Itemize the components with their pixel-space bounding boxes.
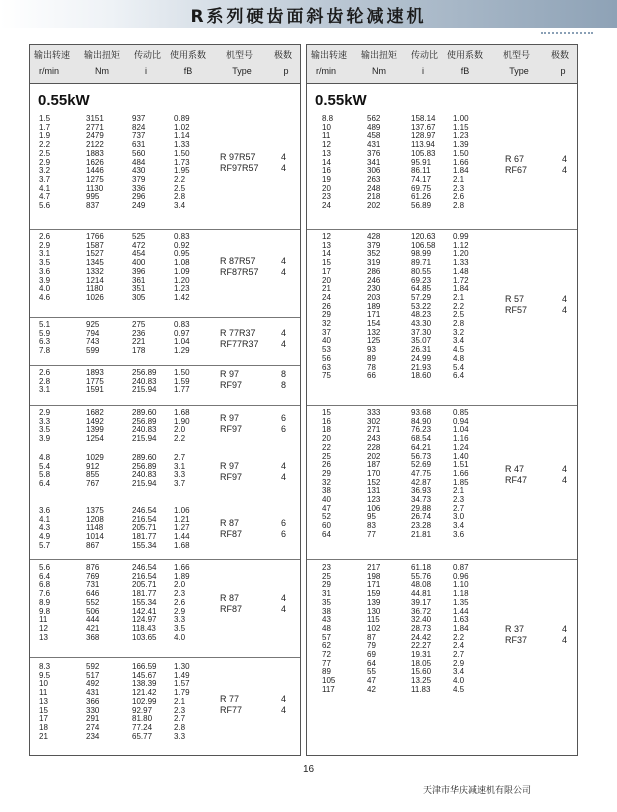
factor-values: 0.83 0.97 1.04 1.29 xyxy=(174,320,190,356)
pole-count: 6 6 xyxy=(280,518,286,539)
speed-values: 2.6 2.9 3.1 3.5 3.6 3.9 4.0 4.6 xyxy=(39,232,51,302)
pole-count: 4 4 xyxy=(280,152,286,173)
speed-values: 15 16 18 20 22 25 26 29 32 38 40 47 52 60 64 xyxy=(322,408,331,539)
model-type: R 87 RF87 xyxy=(220,593,243,614)
header-type: 机型号 xyxy=(503,50,531,60)
torque-values: 876 769 731 646 552 506 444 421 368 xyxy=(86,563,100,642)
ratio-values: 158.14 137.67 128.97 113.94 105.83 95.91 86.11 74.17 69.75 61.26 56.89 xyxy=(411,114,436,211)
header-ratio: 传动比 xyxy=(411,50,439,60)
torque-values: 925 794 743 599 xyxy=(86,320,100,356)
torque-values: 333 302 271 243 228 202 187 170 152 131 123 106 95 83 77 xyxy=(367,408,381,539)
factor-values: 0.99 1.12 1.20 1.33 1.48 1.72 1.84 2.1 2.2 2.5 2.8 3.2 3.4 4.5 4.8 5.4 6.4 xyxy=(453,232,469,381)
right-table xyxy=(306,44,578,756)
pole-count: 4 4 xyxy=(280,461,286,482)
pole-count: 6 6 xyxy=(280,413,286,434)
ratio-values: 289.60 256.89 240.83 215.94 xyxy=(132,408,157,444)
torque-values: 1893 1775 1591 xyxy=(86,368,104,395)
factor-values: 1.30 1.49 1.57 1.79 2.1 2.3 2.7 2.8 3.3 xyxy=(174,662,190,741)
unit-torque: Nm xyxy=(95,66,109,76)
model-type: R 97R57 RF97R57 xyxy=(220,152,259,173)
speed-values: 5.6 6.4 6.8 7.6 8.9 9.8 11 12 13 xyxy=(39,563,51,642)
model-type: R 97 RF97 xyxy=(220,369,243,390)
factor-values: 1.00 1.15 1.23 1.39 1.50 1.66 1.84 2.1 2.3 2.6 2.8 xyxy=(453,114,469,211)
pole-count: 4 4 xyxy=(280,328,286,349)
speed-values: 8.3 9.5 10 11 13 15 17 18 21 xyxy=(39,662,51,741)
table-group xyxy=(307,229,577,381)
header-type: 机型号 xyxy=(226,50,254,60)
ratio-values: 61.18 55.76 48.08 44.81 39.17 36.72 32.40 28.73 24.42 22.27 19.31 18.05 15.60 13.25 11.83 xyxy=(411,563,432,694)
page-number: 16 xyxy=(302,764,315,775)
header-speed: 输出转速 xyxy=(34,50,71,60)
pole-count: 4 4 xyxy=(561,154,567,175)
speed-values: 12 13 14 15 17 20 21 24 26 29 32 37 40 53 56 63 75 xyxy=(322,232,331,381)
header-speed: 输出转速 xyxy=(311,50,348,60)
torque-values: 1766 1587 1527 1345 1332 1214 1180 1026 xyxy=(86,232,104,302)
ratio-values: 120.63 106.58 98.99 89.71 80.55 69.23 64.85 57.29 53.22 48.23 43.30 37.30 35.07 26.31 24.99 21.93 18.60 xyxy=(411,232,436,381)
torque-values: 562 489 458 431 376 341 306 263 248 218 202 xyxy=(367,114,381,211)
ratio-values: 246.54 216.54 205.71 181.77 155.34 142.41 124.97 118.43 103.65 xyxy=(132,563,157,642)
ratio-values: 289.60 256.89 240.83 215.94 xyxy=(132,453,157,489)
ratio-values: 246.54 216.54 205.71 181.77 155.34 xyxy=(132,506,157,550)
pole-count: 4 4 xyxy=(280,256,286,277)
decorative-dots xyxy=(541,32,593,34)
table-header xyxy=(30,45,300,84)
model-type: R 87R57 RF87R57 xyxy=(220,256,259,277)
page-title: R系列硬齿面斜齿轮减速机 xyxy=(190,7,427,27)
unit-torque: Nm xyxy=(372,66,386,76)
ratio-values: 166.59 145.67 138.39 121.42 102.99 92.97 81.80 77.24 65.77 xyxy=(132,662,157,741)
speed-values: 23 25 29 31 35 38 43 48 57 62 72 77 89 105 117 xyxy=(322,563,336,694)
speed-values: 8.8 10 11 12 13 14 16 19 20 23 24 xyxy=(322,114,334,211)
table-group xyxy=(30,229,300,302)
header-factor: 使用系数 xyxy=(170,50,207,60)
header-torque: 输出扭矩 xyxy=(361,50,398,60)
model-type: R 47 RF47 xyxy=(505,464,528,485)
speed-values: 3.6 4.1 4.3 4.9 5.7 xyxy=(39,506,51,550)
factor-values: 1.50 1.59 1.77 xyxy=(174,368,190,395)
factor-values: 2.7 3.1 3.3 3.7 xyxy=(174,453,186,489)
factor-values: 0.85 0.94 1.04 1.16 1.24 1.40 1.51 1.66 1.85 2.1 2.3 2.7 3.0 3.4 3.6 xyxy=(453,408,469,539)
unit-factor: fB xyxy=(460,66,470,76)
model-type: R 87 RF87 xyxy=(220,518,243,539)
factor-values: 1.68 1.90 2.0 2.2 xyxy=(174,408,190,444)
factor-values: 0.87 0.96 1.10 1.18 1.35 1.44 1.63 1.84 2.2 2.4 2.7 2.9 3.4 4.0 4.5 xyxy=(453,563,469,694)
pole-count: 4 4 xyxy=(280,593,286,614)
unit-speed: r/min xyxy=(39,66,59,76)
pole-count: 4 4 xyxy=(561,624,567,645)
model-type: R 97 RF97 xyxy=(220,461,243,482)
torque-values: 1375 1208 1148 1014 867 xyxy=(86,506,104,550)
header-poles: 极数 xyxy=(551,50,570,60)
unit-type: Type xyxy=(509,66,529,76)
speed-values: 2.9 3.3 3.5 3.9 xyxy=(39,408,51,444)
table-group xyxy=(307,559,577,694)
table-group xyxy=(30,317,300,356)
ratio-values: 525 472 454 400 396 361 351 305 xyxy=(132,232,146,302)
table-group xyxy=(30,365,300,395)
model-type: R 57 RF57 xyxy=(505,294,528,315)
torque-values: 1029 912 855 767 xyxy=(86,453,104,489)
ratio-values: 937 824 737 631 560 484 430 379 336 296 249 xyxy=(132,114,146,211)
factor-values: 1.66 1.89 2.0 2.3 2.6 2.9 3.3 3.5 4.0 xyxy=(174,563,190,642)
header-poles: 极数 xyxy=(274,50,293,60)
torque-values: 217 198 171 159 139 130 115 102 87 79 69 64 55 47 42 xyxy=(367,563,381,694)
company-name: 天津市华庆减速机有限公司 xyxy=(422,786,531,796)
unit-type: Type xyxy=(232,66,252,76)
torque-values: 428 379 352 319 286 246 230 203 189 171 154 132 125 93 89 78 66 xyxy=(367,232,381,381)
model-type: R 77 RF77 xyxy=(220,694,243,715)
pole-count: 4 4 xyxy=(280,694,286,715)
table-group xyxy=(30,657,300,741)
factor-values: 0.89 1.02 1.14 1.33 1.50 1.73 1.95 2.2 2.5 2.8 3.4 xyxy=(174,114,190,211)
header-factor: 使用系数 xyxy=(447,50,484,60)
speed-values: 1.5 1.7 1.9 2.2 2.5 2.9 3.2 3.7 4.1 4.7 5.6 xyxy=(39,114,51,211)
left-table xyxy=(29,44,301,756)
ratio-values: 256.89 240.83 215.94 xyxy=(132,368,157,395)
unit-ratio: i xyxy=(145,66,147,76)
table-group xyxy=(30,405,300,444)
unit-poles: p xyxy=(560,66,566,76)
table-group xyxy=(30,559,300,642)
table-group xyxy=(307,405,577,539)
unit-speed: r/min xyxy=(316,66,336,76)
factor-values: 1.06 1.21 1.27 1.44 1.68 xyxy=(174,506,190,550)
torque-values: 3151 2771 2479 2122 1883 1626 1446 1275 1130 995 837 xyxy=(86,114,104,211)
model-type: R 97 RF97 xyxy=(220,413,243,434)
torque-values: 592 517 492 431 366 330 291 274 234 xyxy=(86,662,100,741)
torque-values: 1682 1492 1399 1254 xyxy=(86,408,104,444)
speed-values: 4.8 5.4 5.8 6.4 xyxy=(39,453,51,489)
header-ratio: 传动比 xyxy=(134,50,162,60)
model-type: R 67 RF67 xyxy=(505,154,528,175)
ratio-values: 275 236 221 178 xyxy=(132,320,146,356)
header-torque: 输出扭矩 xyxy=(84,50,121,60)
pole-count: 4 4 xyxy=(561,464,567,485)
power-heading: 0.55kW xyxy=(38,92,90,109)
factor-values: 0.83 0.92 0.95 1.08 1.09 1.20 1.23 1.42 xyxy=(174,232,190,302)
speed-values: 2.6 2.8 3.1 xyxy=(39,368,51,395)
pole-count: 8 8 xyxy=(280,369,286,390)
ratio-values: 93.68 84.90 76.23 68.54 64.21 56.73 52.69 47.75 42.87 36.93 34.73 29.88 26.74 23.28 21.81 xyxy=(411,408,432,539)
speed-values: 5.1 5.9 6.3 7.8 xyxy=(39,320,51,356)
power-heading: 0.55kW xyxy=(315,92,367,109)
unit-ratio: i xyxy=(422,66,424,76)
table-header xyxy=(307,45,577,84)
unit-poles: p xyxy=(283,66,289,76)
model-type: R 77R37 RF77R37 xyxy=(220,328,259,349)
unit-factor: fB xyxy=(183,66,193,76)
pole-count: 4 4 xyxy=(561,294,567,315)
model-type: R 37 RF37 xyxy=(505,624,528,645)
